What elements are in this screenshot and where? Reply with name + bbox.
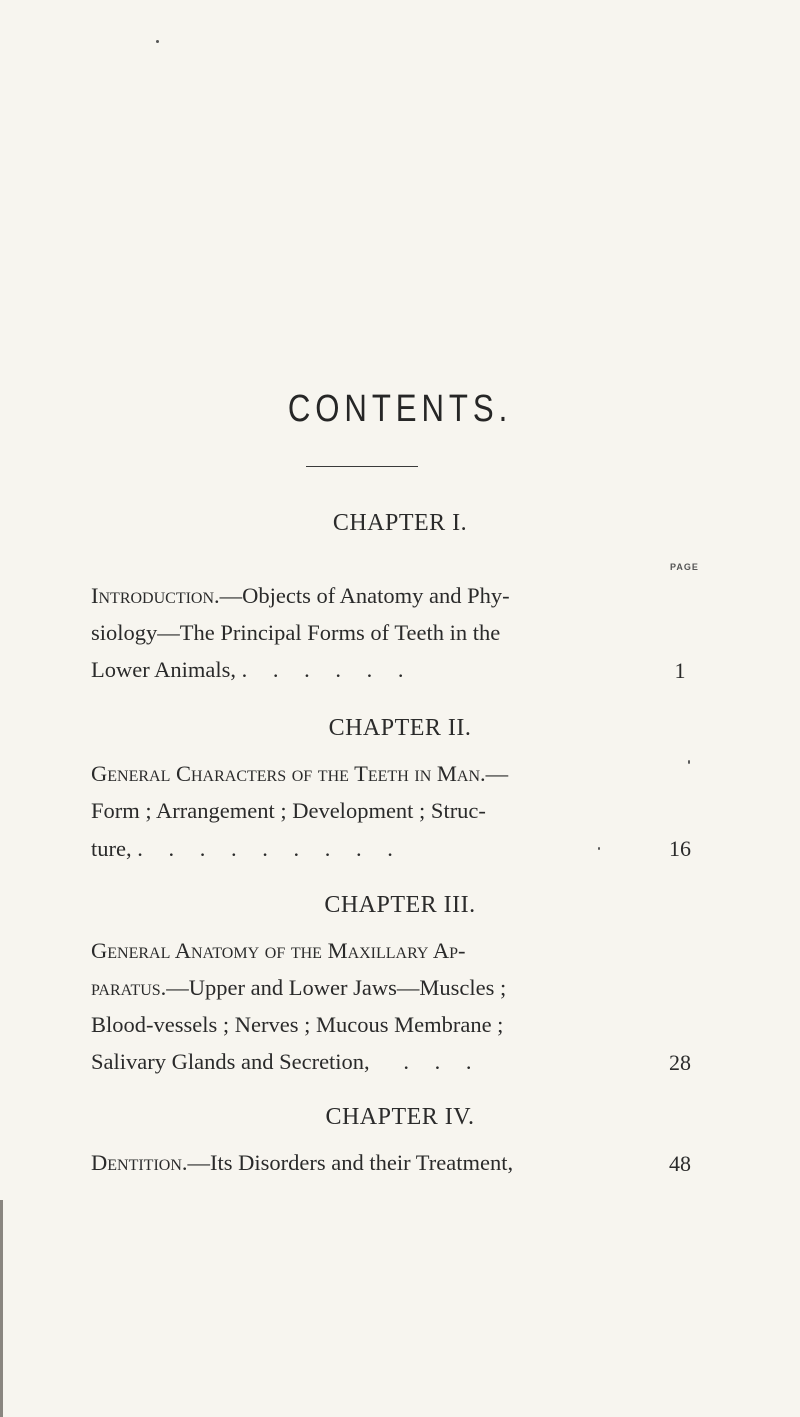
chapter-1-title: Introduction. xyxy=(91,583,220,608)
dot-leaders: . . . xyxy=(403,1049,482,1074)
chapter-3-title-continued: paratus. xyxy=(91,975,167,1000)
chapter-3-line-1 xyxy=(91,938,465,964)
chapter-2-text: — xyxy=(485,761,509,786)
chapter-2-title: General Characters of the Teeth in Man. xyxy=(91,761,486,786)
chapter-2-line-1 xyxy=(91,761,508,787)
chapter-1-line-3-text: Lower Animals, xyxy=(91,657,236,682)
chapter-2-line-3-text: ture, xyxy=(91,836,132,861)
dot-leaders: . . . . . . . . . xyxy=(137,836,403,861)
chapter-4-text: —Its Disorders and their Treatment, xyxy=(187,1150,514,1175)
chapter-2-page-number: 16 xyxy=(669,836,691,861)
page-column-label: PAGE xyxy=(670,562,699,572)
chapter-1-line-2: siology—The Principal Forms of Teeth in the xyxy=(91,620,501,645)
chapter-3-heading: CHAPTER III. xyxy=(324,892,476,918)
chapter-2-heading: CHAPTER II. xyxy=(328,715,472,741)
chapter-3-text: —Upper and Lower Jaws—Muscles ; xyxy=(166,975,507,1000)
chapter-4-line-1 xyxy=(91,1150,513,1176)
dot-leaders: . . . . . . xyxy=(241,657,414,682)
chapter-1-heading: CHAPTER I. xyxy=(332,510,468,536)
chapter-3-line-3: Blood-vessels ; Nerves ; Mucous Membrane ; xyxy=(91,1012,504,1037)
print-speck xyxy=(156,40,159,43)
chapter-3-line-4 xyxy=(91,1049,481,1075)
page-edge-shadow xyxy=(0,1200,3,1417)
chapter-3-page-number: 28 xyxy=(669,1050,691,1075)
chapter-3-line-4-text: Salivary Glands and Secretion, xyxy=(91,1049,370,1074)
chapter-3-line-2 xyxy=(91,975,506,1001)
chapter-1-line-3 xyxy=(91,657,413,683)
chapter-1-line-1 xyxy=(91,583,510,609)
print-speck xyxy=(598,847,600,850)
chapter-2-line-2: Form ; Arrangement ; Development ; Struc- xyxy=(91,798,486,823)
title-rule xyxy=(306,466,418,467)
chapter-4-title: Dentition. xyxy=(91,1150,188,1175)
chapter-1-text: —Objects of Anatomy and Phy- xyxy=(219,583,510,608)
chapter-4-heading: CHAPTER IV. xyxy=(325,1104,475,1130)
chapter-1-page-number: 1 xyxy=(674,658,686,683)
chapter-2-line-3 xyxy=(91,836,403,862)
chapter-4-page-number: 48 xyxy=(669,1151,691,1176)
contents-title: CONTENTS. xyxy=(287,388,513,430)
chapter-3-title: General Anatomy of the Maxillary Ap- xyxy=(91,938,466,963)
print-speck xyxy=(688,760,690,764)
